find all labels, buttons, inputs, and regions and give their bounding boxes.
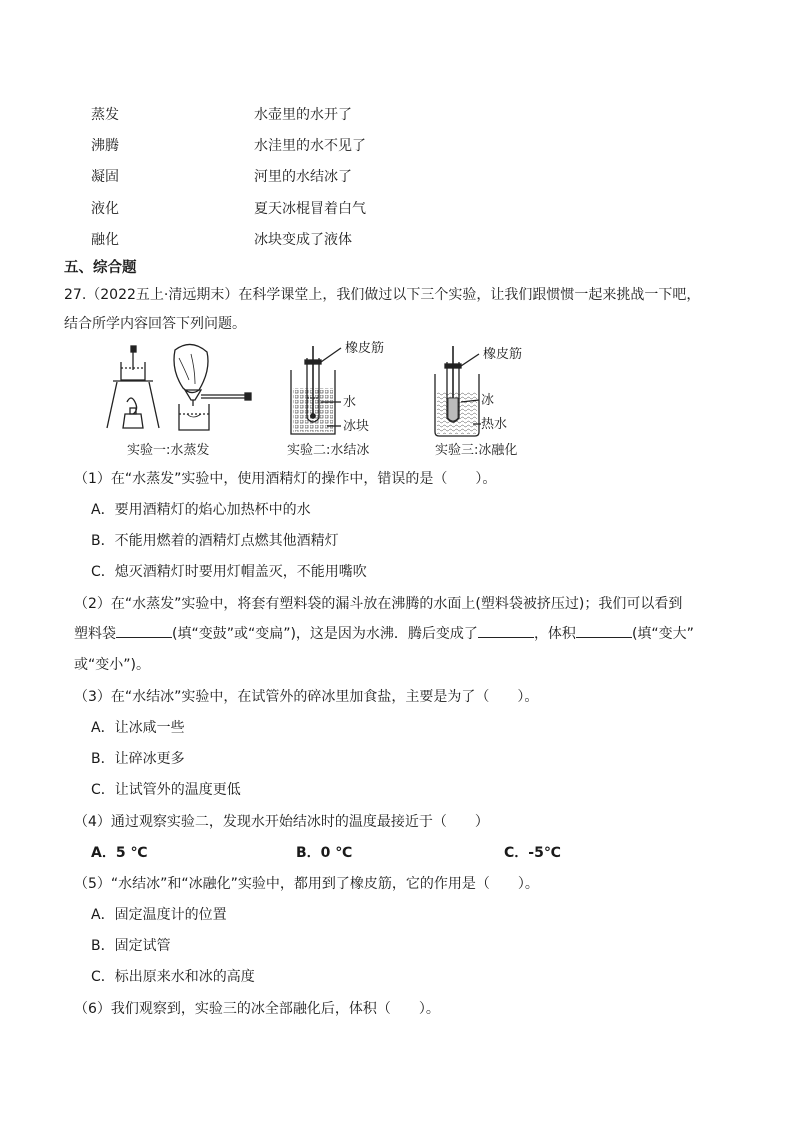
sub1-option-c: C．熄灭酒精灯时要用灯帽盖灭，不能用嘴吹 [91,564,367,580]
sub2-line3: 或“变小”)。 [74,657,150,673]
sub3-stem: （3）在“水结冰”实验中，在试管外的碎冰里加食盐，主要是为了（ ）。 [74,689,539,705]
sub2-seg3: ，体积 [533,626,576,642]
experiment-2-caption: 实验二:水结冰 [287,443,370,458]
exp3-hot-water-label: 热水 [481,417,508,432]
term-2: 凝固 [91,169,119,185]
desc-4: 冰块变成了液体 [254,232,352,248]
desc-0: 水壶里的水开了 [254,107,352,123]
answer-blank-1[interactable] [116,623,172,638]
sub2-line2 [74,623,694,643]
sub5-option-c: C．标出原来水和冰的高度 [91,969,255,985]
experiment-1-caption: 实验一:水蒸发 [127,443,210,458]
answer-blank-3[interactable] [576,623,632,638]
experiment-1-drawing [107,344,251,430]
sub2-seg2: (填“变鼓”或“变扁”)，这是因为水沸．腾后变成了 [172,626,478,642]
sub3-option-c: C．让试管外的温度更低 [91,782,241,798]
sub5-option-b: B．固定试管 [91,938,171,954]
experiments-figure [95,340,555,462]
experiment-3-drawing [435,346,481,436]
sub1-option-b: B．不能用燃着的酒精灯点燃其他酒精灯 [91,533,339,549]
term-3: 液化 [91,201,119,217]
sub6-stem: （6）我们观察到，实验三的冰全部融化后，体积（ ）。 [74,1001,440,1017]
question-27-line1: 27.（2022五上·清远期末）在科学课堂上，我们做过以下三个实验，让我们跟惯惯一起来挑战一下吧， [64,287,701,303]
sub5-option-a: A．固定温度计的位置 [91,907,227,923]
sub1-option-a: A．要用酒精灯的焰心加热杯中的水 [91,502,311,518]
term-4: 融化 [91,232,119,248]
exp2-ice-label: 冰块 [343,419,370,434]
desc-3: 夏天冰棍冒着白气 [254,201,366,217]
section-title: 五、综合题 [64,260,137,276]
desc-1: 水洼里的水不见了 [254,138,366,154]
sub2-seg1: 塑料袋 [74,626,116,642]
question-27-line2: 结合所学内容回答下列问题。 [64,316,246,332]
sub4-option-c: C．-5℃ [504,845,561,861]
sub2-seg4: (填“变大” [631,626,694,642]
exp3-band-label: 橡皮筋 [483,347,523,362]
experiment-3-caption: 实验三:冰融化 [435,443,518,458]
exp3-ice-label: 冰 [481,393,495,408]
sub3-option-a: A．让冰咸一些 [91,720,185,736]
term-1: 沸腾 [91,138,119,154]
answer-blank-2[interactable] [478,623,534,638]
experiment-2-drawing [291,346,341,434]
exp2-water-label: 水 [343,395,357,410]
sub2-line1: （2）在“水蒸发”实验中，将套有塑料袋的漏斗放在沸腾的水面上(塑料袋被挤压过)；我们可以看到 [74,596,683,612]
desc-2: 河里的水结冰了 [254,169,352,185]
sub5-stem: （5）“水结冰”和“冰融化”实验中，都用到了橡皮筋，它的作用是（ ）。 [74,876,539,892]
sub4-option-b: B．0 ℃ [296,845,353,861]
term-0: 蒸发 [91,107,119,123]
exp2-band-label: 橡皮筋 [345,341,385,356]
sub4-stem: （4）通过观察实验二，发现水开始结冰时的温度最接近于（ ） [74,814,489,830]
sub4-option-a: A．5 ℃ [91,845,148,861]
sub1-stem: （1）在“水蒸发”实验中，使用酒精灯的操作中，错误的是（ ）。 [74,471,497,487]
sub3-option-b: B．让碎冰更多 [91,751,185,767]
